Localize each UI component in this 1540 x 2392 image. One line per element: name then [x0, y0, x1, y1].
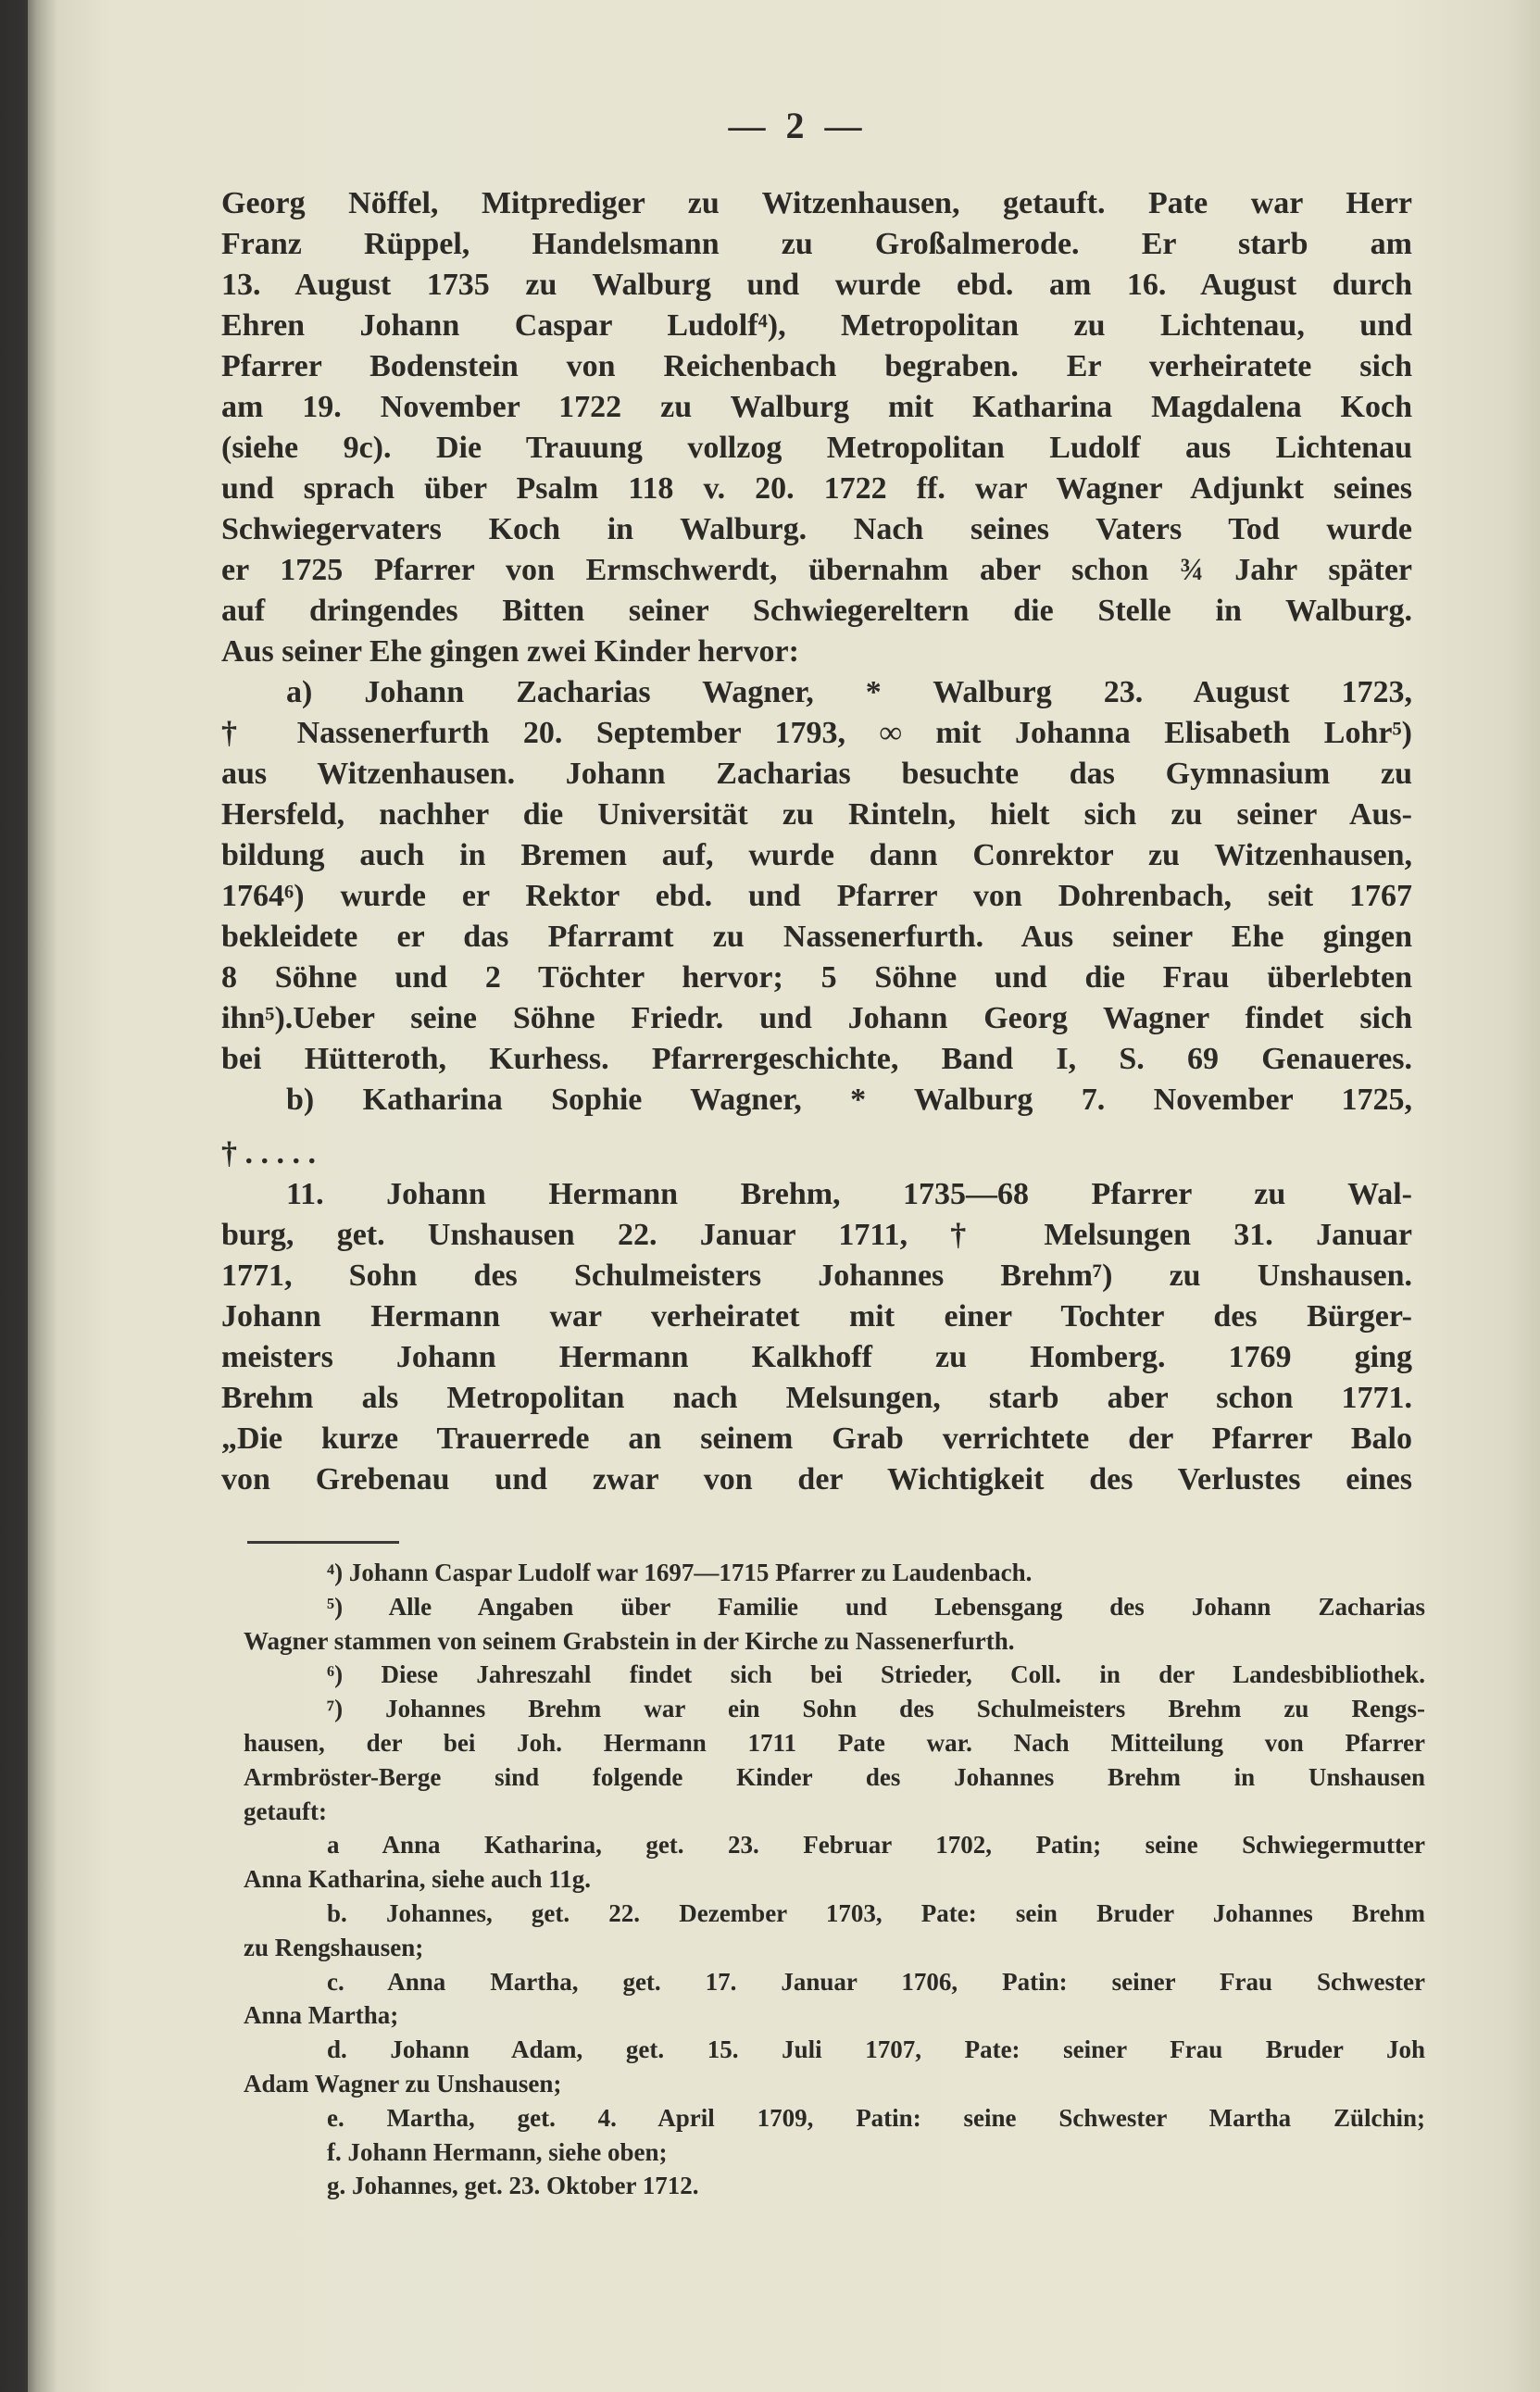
footnote-line: e. Martha, get. 4. April 1709, Patin: seine Schwester Martha Zülchin;	[327, 2103, 1425, 2132]
text-line: er 1725 Pfarrer von Ermschwerdt, übernahm aber schon ¾ Jahr später	[221, 553, 1412, 587]
footnote-line: ⁷) Johannes Brehm war ein Sohn des Schulmeisters Brehm zu Rengs-	[327, 1695, 1425, 1723]
footnote-line: ⁵) Alle Angaben über Familie und Lebensgang des Johann Zacharias	[327, 1592, 1425, 1621]
text-line: 11. Johann Hermann Brehm, 1735—68 Pfarrer zu Wal-	[286, 1177, 1412, 1211]
text-line: b) Katharina Sophie Wagner, * Walburg 7. November 1725,	[286, 1083, 1412, 1117]
text-line: Schwiegervaters Koch in Walburg. Nach seines Vaters Tod wurde	[221, 512, 1412, 546]
text-line: Johann Hermann war verheiratet mit einer Tochter des Bürger-	[221, 1299, 1412, 1334]
text-line: bildung auch in Bremen auf, wurde dann Conrektor zu Witzenhausen,	[221, 838, 1412, 872]
text-line: aus Witzenhausen. Johann Zacharias besuchte das Gymnasium zu	[221, 757, 1412, 791]
footnote-line: Armbröster-Berge sind folgende Kinder des Johannes Brehm in Unshausen	[244, 1762, 1425, 1791]
text-line: meisters Johann Hermann Kalkhoff zu Homberg. 1769 ging	[221, 1340, 1412, 1374]
footnote-line: a Anna Katharina, get. 23. Februar 1702, Patin; seine Schwiegermutter	[327, 1831, 1425, 1860]
footnote-line: f. Johann Hermann, siehe oben;	[327, 2137, 668, 2166]
text-line: Brehm als Metropolitan nach Melsungen, starb aber schon 1771.	[221, 1381, 1412, 1415]
footnote-line: c. Anna Martha, get. 17. Januar 1706, Patin: seiner Frau Schwester	[327, 1967, 1425, 1996]
text-line: von Grebenau und zwar von der Wichtigkeit des Verlustes eines	[221, 1462, 1412, 1497]
footnote-line: hausen, der bei Joh. Hermann 1711 Pate war. Nach Mitteilung von Pfarrer	[244, 1728, 1425, 1757]
footnotes	[244, 1556, 1425, 2203]
text-line: (siehe 9c). Die Trauung vollzog Metropolitan Ludolf aus Lichtenau	[221, 431, 1412, 465]
text-line: Aus seiner Ehe gingen zwei Kinder hervor:	[221, 634, 799, 669]
footnote-line: Anna Martha;	[244, 2001, 399, 2030]
book-binding-edge	[0, 0, 28, 2392]
text-line: Ehren Johann Caspar Ludolf⁴), Metropolitan zu Lichtenau, und	[221, 308, 1412, 343]
page-number: — 2 —	[728, 105, 868, 146]
footnote-line: ⁴) Johann Caspar Ludolf war 1697—1715 Pfarrer zu Laudenbach.	[327, 1559, 1033, 1586]
text-line: Franz Rüppel, Handelsmann zu Großalmerode. Er starb am	[221, 227, 1412, 261]
text-line: „Die kurze Trauerrede an seinem Grab verrichtete der Pfarrer Balo	[221, 1421, 1412, 1456]
footnote-line: b. Johannes, get. 22. Dezember 1703, Pate: sein Bruder Johannes Brehm	[327, 1898, 1425, 1927]
footnote-line: getauft:	[244, 1797, 327, 1825]
footnote-line: d. Johann Adam, get. 15. Juli 1707, Pate: seiner Frau Bruder Joh	[327, 2035, 1425, 2064]
text-line: † Nassenerfurth 20. September 1793, ∞ mit Johanna Elisabeth Lohr⁵)	[221, 716, 1412, 750]
text-line: und sprach über Psalm 118 v. 20. 1722 ff. war Wagner Adjunkt seines	[221, 471, 1412, 506]
text-line: 1771, Sohn des Schulmeisters Johannes Brehm⁷) zu Unshausen.	[221, 1259, 1412, 1293]
footnote-line: zu Rengshausen;	[244, 1933, 424, 1961]
text-line: bei Hütteroth, Kurhess. Pfarrergeschichte, Band I, S. 69 Genaueres.	[221, 1042, 1412, 1076]
text-line: am 19. November 1722 zu Walburg mit Katharina Magdalena Koch	[221, 390, 1412, 424]
footnote-line: ⁶) Diese Jahreszahl findet sich bei Strieder, Coll. in der Landesbibliothek.	[327, 1660, 1425, 1689]
footnote-divider	[247, 1541, 399, 1544]
text-line: 13. August 1735 zu Walburg und wurde ebd. am 16. August durch	[221, 268, 1412, 302]
text-line: bekleidete er das Pfarramt zu Nassenerfurth. Aus seiner Ehe gingen	[221, 920, 1412, 954]
text-line: a) Johann Zacharias Wagner, * Walburg 23. August 1723,	[286, 675, 1412, 709]
text-line: 8 Söhne und 2 Töchter hervor; 5 Söhne und die Frau überlebten	[221, 960, 1412, 995]
footnote-line: g. Johannes, get. 23. Oktober 1712.	[327, 2172, 699, 2200]
footnote-line: Wagner stammen von seinem Grabstein in der Kirche zu Nassenerfurth.	[244, 1626, 1015, 1655]
text-line: Hersfeld, nachher die Universität zu Rinteln, hielt sich zu seiner Aus-	[221, 797, 1412, 832]
text-line: Pfarrer Bodenstein von Reichenbach begraben. Er verheiratete sich	[221, 349, 1412, 383]
text-line: † . . . . .	[221, 1136, 316, 1171]
text-line: 1764⁶) wurde er Rektor ebd. und Pfarrer von Dohrenbach, seit 1767	[221, 879, 1412, 913]
text-line: burg, get. Unshausen 22. Januar 1711, † Melsungen 31. Januar	[221, 1218, 1412, 1252]
text-line: auf dringendes Bitten seiner Schwiegereltern die Stelle in Walburg.	[221, 594, 1412, 628]
footnote-line: Anna Katharina, siehe auch 11g.	[244, 1865, 592, 1894]
text-line: ihn⁵).Ueber seine Söhne Friedr. und Johann Georg Wagner findet sich	[221, 1001, 1412, 1035]
text-line: Georg Nöffel, Mitprediger zu Witzenhausen, getauft. Pate war Herr	[221, 186, 1412, 220]
footnote-line: Adam Wagner zu Unshausen;	[244, 2069, 562, 2098]
main-text-body	[221, 183, 1412, 1500]
